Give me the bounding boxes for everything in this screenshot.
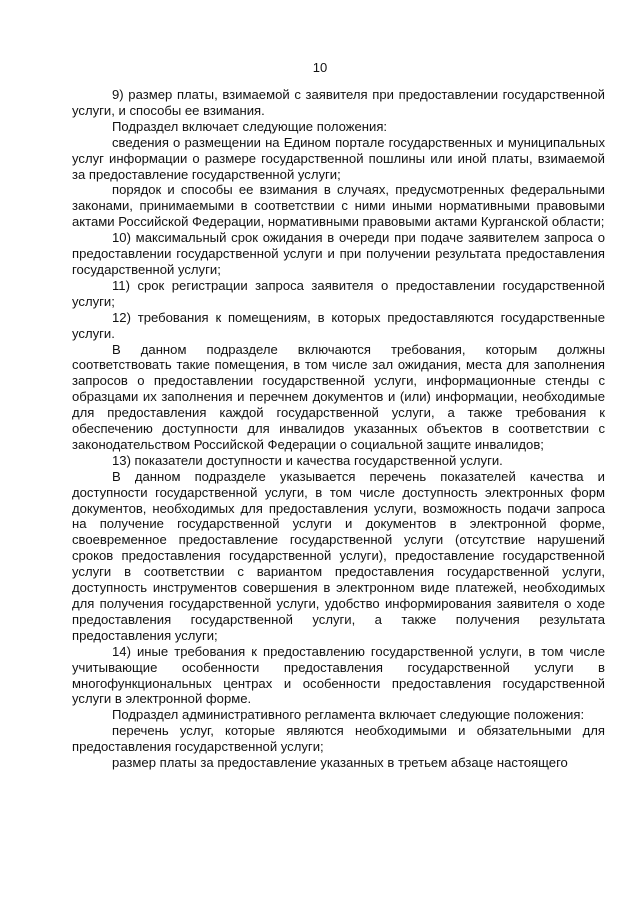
paragraph-portal-info: сведения о размещении на Едином портале государственных и муниципальных услуг информации о размере государственной пошлины или иной платы, взимаемой за предоставление государственной услуги; xyxy=(72,134,605,182)
paragraph-item-11: 11) срок регистрации запроса заявителя о предоставлении государственной услуги; xyxy=(72,277,605,309)
paragraph-item-10: 10) максимальный срок ожидания в очереди при подаче заявителем запроса о предоставлении государственной услуги и при получении результата предоставления государственной услуги; xyxy=(72,230,605,277)
paragraph-item-9: 9) размер платы, взимаемой с заявителя при предоставлении государственной услуги, и способы ее взимания. xyxy=(72,87,605,118)
paragraph-subsection-intro: Подраздел включает следующие положения: xyxy=(112,118,388,134)
document-body xyxy=(72,87,605,771)
paragraph-quality-indicators: В данном подразделе указывается перечень показателей качества и доступности государственной услуги, в том числе доступность электронных форм документов, необходимых для предоставления услуги, возможность подачи запроса на получение государственной услуги и документов в электронной форме, своевременное предоставление государственной услуги (отсутствие нарушений сроков предоставления государственной услуги), предоставление государственной услуги в соответствии с вариантом предоставления государственной услуги, доступность инструментов совершения в электронном виде платежей, необходимых для получения государственной услуги, удобство информирования заявителя о ходе предоставления государственной услуги, а также получения результата предоставления услуги; xyxy=(72,468,605,643)
paragraph-payment-procedure: порядок и способы ее взимания в случаях, предусмотренных федеральными законами, принимаемыми в соответствии с ними иными нормативными правовыми актами Российской Федерации, нормативными правовыми актами Курганской области; xyxy=(72,182,605,230)
paragraph-regulation-includes: Подраздел административного регламента включает следующие положения: xyxy=(112,707,585,723)
paragraph-fee-size: размер платы за предоставление указанных в третьем абзаце настоящего xyxy=(112,755,568,771)
paragraph-item-14: 14) иные требования к предоставлению государственной услуги, в том числе учитывающие особенности предоставления государственной услуги в многофункциональных центрах и особенности предоставления государственной услуги в электронной форме. xyxy=(72,643,605,707)
paragraph-item-13: 13) показатели доступности и качества государственной услуги. xyxy=(112,452,503,468)
page-number: 10 xyxy=(312,60,328,75)
paragraph-item-12: 12) требования к помещениям, в которых предоставляются государственные услуги. xyxy=(72,309,605,341)
paragraph-premises-requirements: В данном подразделе включаются требования, которым должны соответствовать такие помещения, в том числе зал ожидания, места для заполнения запросов о предоставлении государственной услуги, информационные стенды с образцами их заполнения и перечнем документов и (или) информации, необходимые для предоставления каждой государственной услуги, а также требования к обеспечению доступности для инвалидов указанных объектов в соответствии с законодательством Российской Федерации о социальной защите инвалидов; xyxy=(72,341,605,452)
paragraph-services-list: перечень услуг, которые являются необходимыми и обязательными для предоставления государственной услуги; xyxy=(72,723,605,755)
